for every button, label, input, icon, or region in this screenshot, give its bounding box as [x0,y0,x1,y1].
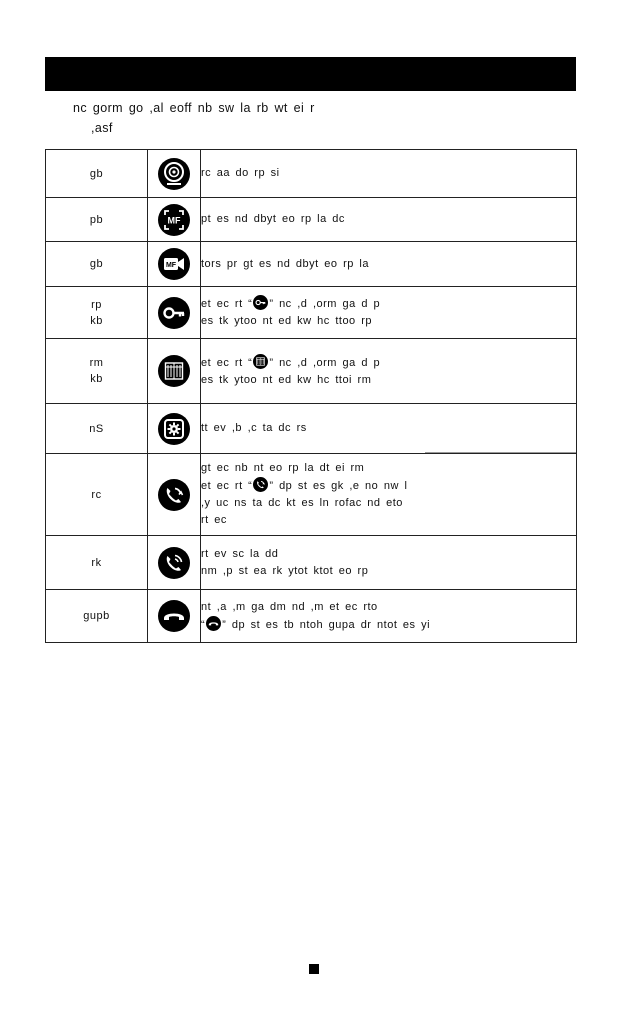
feature-description-cell [201,590,577,643]
feature-icon-cell [148,198,201,242]
feature-description-cell [201,198,577,242]
feature-name-cell [46,339,148,404]
feature-row [46,150,577,198]
gate-icon [158,355,190,387]
description-text: et ec rt “ [201,356,253,369]
feature-name-cell [46,404,148,454]
description-text: ” nc ,d ,orm ga d p [269,298,381,310]
description-text: et ec rt “ [201,298,253,310]
feature-icon-cell [148,536,201,590]
feature-row [46,339,577,404]
description-line: rt ev sc la dd [201,547,279,560]
feature-row [46,242,577,287]
description-text: ” nc ,d ,orm ga d p [269,356,381,369]
feature-description-cell [201,536,577,590]
section-header-bar [45,57,576,91]
feature-row [46,404,577,454]
hang-up-icon [206,616,221,631]
description-line: es tk ytoo nt ed kw hc ttoo rp [201,315,373,327]
description-line: tors pr gt es nd dbyt eo rp la [201,257,369,270]
call-ringing-icon [158,547,190,579]
feature-description-cell [201,242,577,287]
feature-name: rc [91,488,102,501]
page-number-mark [309,964,319,974]
feature-icon-cell [148,590,201,643]
feature-description-cell [201,287,577,339]
feature-name: kb [90,314,103,327]
feature-description-cell [201,339,577,404]
key-icon [253,295,268,310]
description-line: es tk ytoo nt ed kw hc ttoi rm [201,373,372,386]
feature-name: rm [89,357,104,369]
feature-name-cell [46,287,148,339]
settings-icon [158,413,190,445]
camera-icon [158,158,190,190]
description-line: gt ec nb nt eo rp la dt ei rm [201,462,365,474]
feature-name: gb [89,167,104,180]
call-transfer-icon [158,479,190,511]
feature-name-cell [46,590,148,643]
feature-name: rk [91,556,102,569]
feature-name-cell [46,198,148,242]
description-line [201,477,576,495]
feature-row [46,536,577,590]
description-line [201,295,576,313]
description-line [201,616,576,634]
feature-name-cell [46,242,148,287]
features-table [45,149,577,643]
svg-text:MF: MF [167,215,181,225]
description-text: ” dp st es tb ntoh gupa dr ntot es yi [222,618,431,631]
feature-icon-cell [148,150,201,198]
feature-name: kb [90,373,103,385]
key-icon [158,297,190,329]
intro-paragraph [45,98,576,138]
feature-icon-cell [148,404,201,454]
intro-line-2: ,asf [91,121,113,135]
description-line: tt ev ,b ,c ta dc rs [201,422,307,434]
description-line: rt ec [201,514,227,526]
feature-name-cell [46,454,148,536]
description-text: et ec rt “ [201,480,253,492]
feature-description-cell [201,454,577,536]
description-line: ,y uc ns ta dc kt es ln rofac nd eto [201,497,403,509]
feature-description-cell [201,150,577,198]
mf-capture-icon [158,204,190,236]
feature-row [46,454,577,536]
description-line: pt es nd dbyt eo rp la dc [201,213,345,225]
hang-up-icon [158,600,190,632]
description-text: ” dp st es gk ,e no nw l [269,480,408,492]
mf-video-icon [158,248,190,280]
feature-name: gupb [83,610,110,622]
description-line: nt ,a ,m ga dm nd ,m et ec rto [201,600,378,613]
feature-name: rp [91,298,102,311]
call-transfer-icon [253,477,268,492]
feature-name: gb [89,258,104,270]
feature-icon-cell [148,242,201,287]
feature-description-cell [201,404,577,454]
feature-name: pb [89,213,104,226]
feature-name: nS [89,422,104,435]
svg-text:MF: MF [165,262,177,269]
description-line [201,354,576,372]
feature-icon-cell [148,454,201,536]
feature-icon-cell [148,339,201,404]
intro-line-1: nc gorm go ,al eoff nb sw la rb wt ei r [73,101,315,115]
description-line: rc aa do rp si [201,167,280,179]
gate-icon [253,354,268,369]
feature-name-cell [46,536,148,590]
description-line: nm ,p st ea rk ytot ktot eo rp [201,564,369,577]
feature-row [46,590,577,643]
feature-row [46,198,577,242]
description-text: “ [201,618,206,631]
feature-row [46,287,577,339]
feature-name-cell [46,150,148,198]
feature-icon-cell [148,287,201,339]
